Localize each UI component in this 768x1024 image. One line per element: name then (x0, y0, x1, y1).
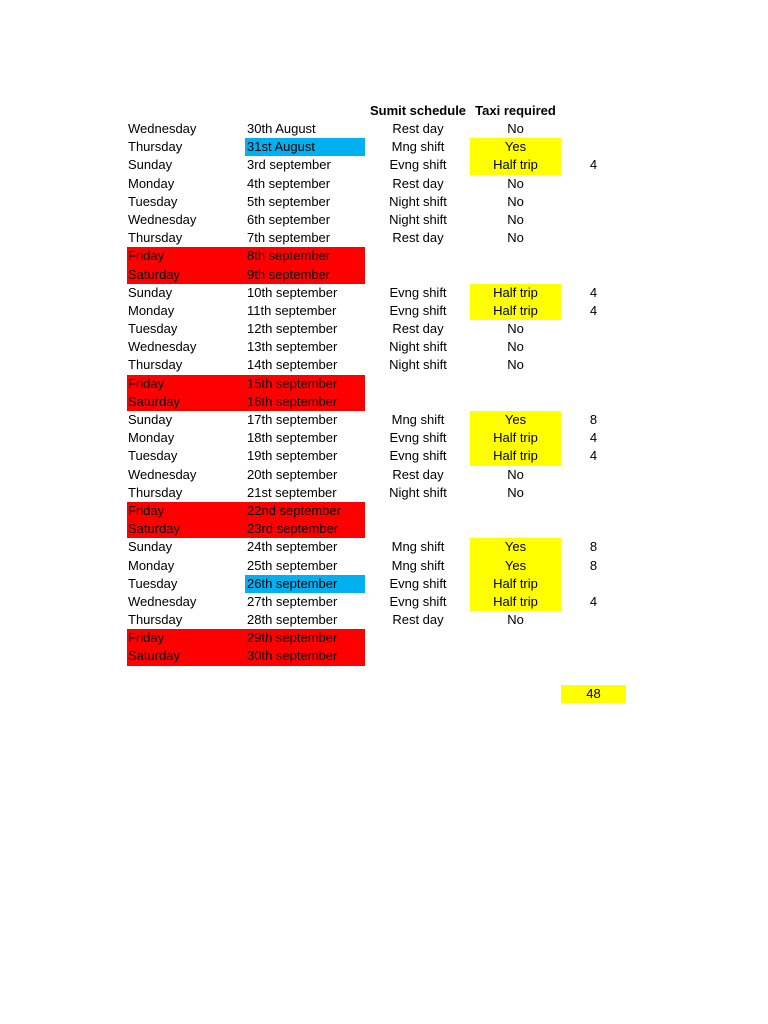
cost-cell[interactable] (561, 393, 626, 411)
schedule-cell[interactable]: Evng shift (389, 284, 447, 300)
date-cell[interactable]: 14th september (247, 357, 338, 373)
cost-cell[interactable] (561, 175, 626, 193)
taxi-cell[interactable]: Yes (470, 138, 561, 156)
taxi-cell[interactable]: No (507, 466, 524, 482)
schedule-cell[interactable]: Rest day (392, 230, 444, 246)
table-row (0, 575, 768, 593)
date-cell[interactable]: 13th september (247, 339, 338, 355)
taxi-cell[interactable]: Half trip (470, 156, 561, 174)
day-cell[interactable]: Friday (127, 502, 245, 520)
schedule-cell[interactable]: Evng shift (389, 448, 447, 464)
schedule-cell[interactable]: Rest day (392, 321, 444, 337)
date-cell[interactable]: 24th september (247, 539, 338, 555)
schedule-cell[interactable] (366, 393, 470, 411)
table-row (0, 411, 768, 429)
day-cell[interactable]: Friday (127, 629, 245, 647)
taxi-cell[interactable]: No (507, 339, 524, 355)
cost-cell[interactable]: 4 (589, 284, 598, 300)
date-cell[interactable]: 27th september (247, 593, 338, 609)
taxi-cell[interactable]: No (507, 121, 524, 136)
weekend-row (0, 502, 768, 520)
table-row (0, 447, 768, 465)
taxi-cell[interactable]: Half trip (470, 302, 561, 320)
date-cell[interactable]: 11th september (247, 302, 337, 318)
schedule-cell[interactable]: Evng shift (389, 575, 447, 591)
schedule-cell[interactable] (366, 375, 470, 393)
taxi-cell[interactable]: No (507, 230, 524, 246)
table-row (0, 229, 768, 247)
taxi-cell[interactable]: Half trip (470, 429, 561, 447)
header-schedule: Sumit schedule (369, 103, 467, 118)
taxi-cell[interactable]: Half trip (470, 284, 561, 302)
cost-cell[interactable] (561, 320, 626, 338)
taxi-cell[interactable] (470, 393, 561, 411)
day-cell[interactable]: Friday (127, 375, 245, 393)
cost-cell[interactable] (561, 266, 626, 284)
table-row (0, 538, 768, 556)
table-row (0, 302, 768, 320)
date-cell[interactable]: 22nd september (245, 502, 365, 520)
taxi-cell[interactable]: Half trip (470, 447, 561, 465)
day-cell[interactable]: Friday (127, 247, 245, 265)
cost-cell[interactable] (561, 229, 626, 247)
day-cell[interactable]: Saturday (127, 647, 245, 665)
schedule-cell[interactable] (366, 647, 470, 665)
taxi-cell[interactable] (470, 520, 561, 538)
day-cell[interactable]: Saturday (127, 520, 245, 538)
taxi-cell[interactable] (470, 247, 561, 265)
date-cell[interactable]: 9th september (245, 266, 365, 284)
schedule-cell[interactable]: Rest day (392, 466, 444, 482)
schedule-cell[interactable]: Night shift (389, 357, 447, 373)
cost-cell[interactable] (561, 466, 626, 484)
schedule-cell[interactable] (366, 520, 470, 538)
date-cell[interactable]: 26th september (245, 575, 365, 593)
weekend-row (0, 520, 768, 538)
day-cell[interactable]: Wednesday (128, 593, 197, 609)
total-cell[interactable]: 48 (561, 685, 626, 703)
taxi-cell[interactable]: Yes (470, 538, 561, 556)
schedule-cell[interactable]: Night shift (389, 484, 447, 500)
date-cell[interactable]: 12th september (247, 321, 338, 337)
cost-cell[interactable] (561, 138, 626, 156)
cost-cell[interactable]: 4 (589, 430, 598, 446)
day-cell[interactable]: Saturday (127, 393, 245, 411)
schedule-cell[interactable] (366, 629, 470, 647)
table-row (0, 156, 768, 174)
cost-cell[interactable] (561, 520, 626, 538)
date-cell[interactable]: 30th August (247, 121, 316, 136)
table-row (0, 211, 768, 229)
cost-cell[interactable] (561, 575, 626, 593)
day-cell[interactable]: Saturday (127, 266, 245, 284)
day-cell[interactable]: Tuesday (128, 448, 178, 464)
date-cell[interactable]: 15th september (245, 375, 365, 393)
table-row (0, 611, 768, 629)
cost-cell[interactable] (561, 338, 626, 356)
day-cell[interactable]: Tuesday (128, 193, 178, 209)
schedule-cell[interactable]: Evng shift (389, 157, 447, 173)
date-cell[interactable]: 20th september (247, 466, 338, 482)
schedule-cell[interactable]: Evng shift (389, 302, 447, 318)
table-row (0, 429, 768, 447)
day-cell[interactable]: Thursday (128, 357, 183, 373)
schedule-cell[interactable] (366, 502, 470, 520)
date-cell[interactable]: 3rd september (247, 157, 331, 173)
table-row (0, 466, 768, 484)
day-cell[interactable]: Thursday (128, 612, 183, 628)
taxi-cell[interactable]: No (507, 357, 524, 373)
table-row (0, 175, 768, 193)
schedule-cell[interactable] (366, 247, 470, 265)
cost-cell[interactable]: 8 (589, 557, 598, 573)
table-row (0, 356, 768, 374)
cost-cell[interactable] (561, 193, 626, 211)
cost-cell[interactable]: 4 (589, 302, 598, 318)
taxi-cell[interactable] (470, 375, 561, 393)
date-cell[interactable]: 8th september (245, 247, 365, 265)
day-cell[interactable]: Tuesday (128, 575, 178, 591)
table-row (0, 557, 768, 575)
cost-cell[interactable] (561, 484, 626, 502)
date-cell[interactable]: 23rd september (245, 520, 365, 538)
header-taxi-required: Taxi required (475, 103, 556, 118)
cost-cell[interactable]: 8 (589, 539, 598, 555)
schedule-cell[interactable]: Night shift (389, 193, 447, 209)
day-cell[interactable]: Thursday (128, 230, 183, 246)
date-cell[interactable]: 6th september (247, 211, 331, 227)
table-row (0, 120, 768, 138)
table-row (0, 484, 768, 502)
table-row (0, 284, 768, 302)
date-cell[interactable]: 28th september (247, 612, 338, 628)
date-cell[interactable]: 18th september (247, 430, 338, 446)
day-cell[interactable]: Wednesday (128, 121, 197, 136)
taxi-cell[interactable]: Half trip (470, 575, 561, 593)
day-cell[interactable]: Thursday (128, 484, 183, 500)
day-cell[interactable]: Sunday (128, 412, 173, 427)
schedule-cell[interactable]: Rest day (392, 121, 444, 136)
taxi-cell[interactable]: Half trip (470, 593, 561, 611)
weekend-row (0, 247, 768, 265)
taxi-cell[interactable] (470, 502, 561, 520)
schedule-cell[interactable]: Mng shift (391, 557, 445, 573)
weekend-row (0, 647, 768, 665)
schedule-table (0, 120, 768, 666)
cost-cell[interactable]: 8 (589, 412, 598, 427)
table-row (0, 338, 768, 356)
cost-cell[interactable]: 4 (589, 593, 598, 609)
cost-cell[interactable] (561, 611, 626, 629)
date-cell[interactable]: 25th september (247, 557, 338, 573)
taxi-cell[interactable] (470, 647, 561, 665)
cost-cell[interactable] (561, 629, 626, 647)
schedule-cell[interactable]: Rest day (392, 612, 444, 628)
taxi-cell[interactable]: No (507, 175, 524, 191)
day-cell[interactable]: Sunday (128, 284, 173, 300)
table-row (0, 193, 768, 211)
day-cell[interactable]: Sunday (128, 539, 173, 555)
day-cell[interactable]: Wednesday (128, 339, 197, 355)
schedule-cell[interactable]: Mng shift (391, 539, 445, 555)
date-cell[interactable]: 16th september (245, 393, 365, 411)
day-cell[interactable]: Sunday (128, 157, 173, 173)
taxi-cell[interactable]: No (507, 321, 524, 337)
date-cell[interactable]: 10th september (247, 284, 338, 300)
schedule-cell[interactable] (366, 266, 470, 284)
table-row (0, 320, 768, 338)
taxi-cell[interactable] (470, 266, 561, 284)
table-row (0, 593, 768, 611)
cost-cell[interactable] (561, 375, 626, 393)
date-cell[interactable]: 31st August (245, 138, 365, 156)
schedule-cell[interactable]: Mng shift (391, 412, 445, 427)
taxi-cell[interactable]: No (507, 211, 524, 227)
taxi-cell[interactable] (470, 629, 561, 647)
date-cell[interactable]: 7th september (247, 230, 331, 246)
day-cell[interactable]: Monday (128, 430, 175, 446)
taxi-cell[interactable]: No (507, 484, 524, 500)
day-cell[interactable]: Thursday (128, 139, 183, 155)
cost-cell[interactable]: 4 (589, 448, 598, 464)
schedule-cell[interactable]: Night shift (389, 339, 447, 355)
date-cell[interactable]: 21st september (247, 484, 337, 500)
schedule-cell[interactable]: Evng shift (389, 593, 447, 609)
taxi-cell[interactable]: No (507, 193, 524, 209)
date-cell[interactable]: 4th september (247, 175, 331, 191)
day-cell[interactable]: Monday (128, 175, 175, 191)
cost-cell[interactable] (561, 356, 626, 374)
date-cell[interactable]: 19th september (247, 448, 338, 464)
weekend-row (0, 266, 768, 284)
weekend-row (0, 375, 768, 393)
taxi-cell[interactable]: Yes (470, 557, 561, 575)
date-cell[interactable]: 30th september (245, 647, 365, 665)
weekend-row (0, 629, 768, 647)
day-cell[interactable]: Wednesday (128, 211, 197, 227)
date-cell[interactable]: 5th september (247, 193, 331, 209)
schedule-cell[interactable]: Evng shift (389, 430, 447, 446)
schedule-cell[interactable]: Night shift (389, 211, 447, 227)
cost-cell[interactable] (561, 647, 626, 665)
schedule-cell[interactable]: Mng shift (391, 139, 445, 155)
cost-cell[interactable] (561, 502, 626, 520)
cost-cell[interactable] (561, 120, 626, 138)
day-cell[interactable]: Wednesday (128, 466, 197, 482)
schedule-cell[interactable]: Rest day (392, 175, 444, 191)
day-cell[interactable]: Tuesday (128, 321, 178, 337)
cost-cell[interactable] (561, 211, 626, 229)
day-cell[interactable]: Monday (128, 557, 175, 573)
date-cell[interactable]: 29th september (245, 629, 365, 647)
taxi-cell[interactable]: Yes (470, 411, 561, 429)
cost-cell[interactable] (561, 247, 626, 265)
weekend-row (0, 393, 768, 411)
day-cell[interactable]: Monday (128, 302, 175, 318)
cost-cell[interactable]: 4 (589, 157, 598, 173)
taxi-cell[interactable]: No (507, 612, 524, 628)
table-row (0, 138, 768, 156)
date-cell[interactable]: 17th september (247, 412, 338, 427)
